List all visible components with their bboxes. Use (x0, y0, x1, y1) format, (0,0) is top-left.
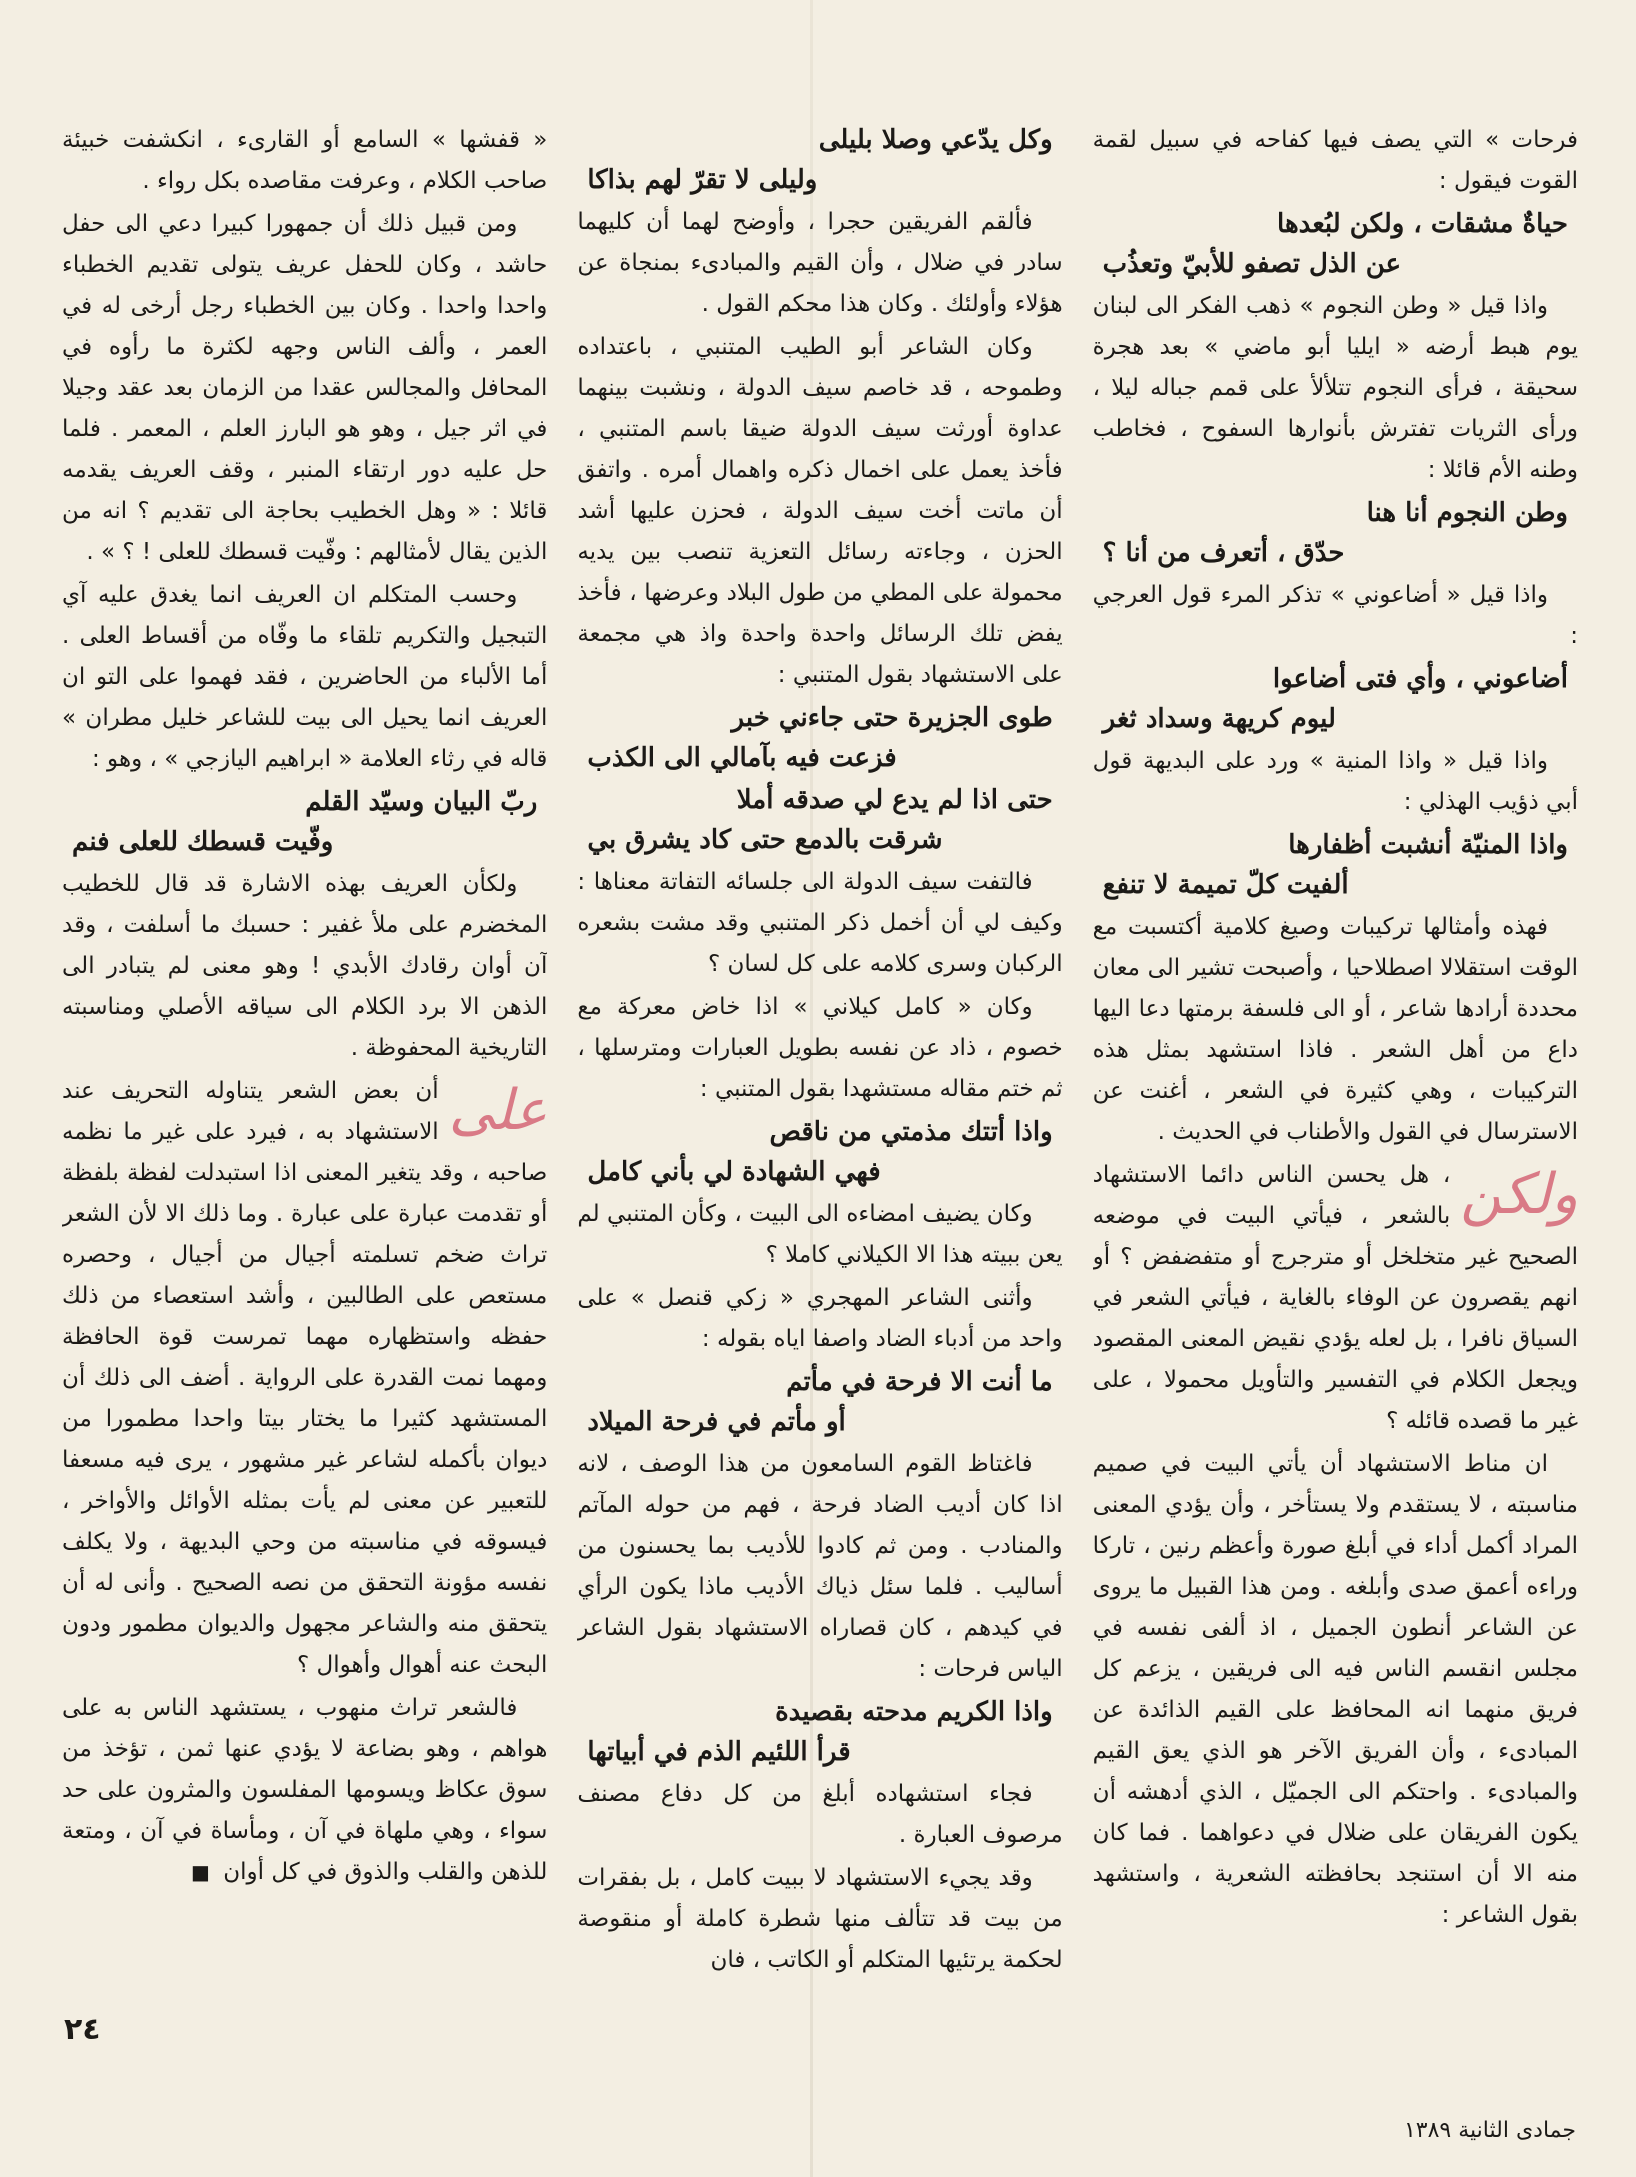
paragraph-text: أن بعض الشعر يتناوله التحريف عند الاستشهاد به ، فيرد على غير ما نظمه صاحبه ، وقد يتغير المعنى اذا استبدلت لفظة بلفظة أو تقدمت عبارة على عبارة . وما ذلك الا لأن الشعر تراث ضخم تسلمته أجيال من أجيال ، وحصره مستعص على الطالبين ، وأشد استعصاء من ذلك حفظه واستظهاره مهما تمرست قوة الحافظة ومهما نمت القدرة على الرواية . أضف الى ذلك أن المستشهد كثيرا ما يختار بيتا واحدا مطمورا من ديوان بأكمله لشاعر غير مشهور ، يرى فيه مسعفا للتعبير عن معنى لم يأت بمثله الأوائل والأواخر ، فيسوقه في مناسبته من وحي البديهة ، ولا يكلف نفسه مؤونة التحقق من نصه الصحيح . وأنى له أن يتحقق منه والشاعر مجهول والديوان مطمور ودون البحث عنه أهوال وأهوال ؟ (62, 1078, 548, 1678)
decorative-lead-word: على (448, 1078, 548, 1143)
end-of-article-mark: ■ (191, 1860, 210, 1884)
verse-hemistich: ليوم كريهة وسداد ثغر (1102, 704, 1336, 734)
verse-hemistich: وليلى لا تقرّ لهم بذاكا (587, 165, 818, 195)
paragraph: واذا قيل « وطن النجوم » ذهب الفكر الى لبنان يوم هبط أرضه « ايليا أبو ماضي » بعد هجرة سحيقة ، فرأى النجوم تتلألأ على قمم جباله ليلا ، ورأى الثريات تفترش بأنوارها السفوح ، فخاطب وطنه الأم قائلا : (1092, 293, 1578, 483)
verse-hemistich: وفّيت قسطك للعلى فنم (72, 827, 334, 857)
verse-hemistich: فهي الشهادة لي بأني كامل (587, 1157, 881, 1187)
verse (587, 698, 1052, 778)
paragraph: فرحات » التي يصف فيها كفاحه في سبيل لقمة القوت فيقول : (1092, 127, 1578, 194)
verse-hemistich: أضاعوني ، وأي فتى أضاعوا (1272, 664, 1568, 694)
paragraph: فهذه وأمثالها تركيبات وصيغ كلامية أكتسبت مع الوقت استقلالا اصطلاحيا ، وأصبحت تشير الى معان محددة أرادها شاعر ، أو الى فلسفة برمتها دعا اليها داع من أهل الشعر . فاذا استشهد بمثل هذه التركيبات ، وهي كثيرة في الشعر ، أغنت عن الاسترسال في القول والأطناب في الحديث . (1092, 914, 1578, 1145)
paragraph: وقد يجيء الاستشهاد لا ببيت كامل ، بل بفقرات من بيت قد تتألف منها شطرة كاملة أو منقوصة لحكمة يرتئيها المتكلم أو الكاتب ، فان (577, 1865, 1063, 1973)
verse (587, 1692, 1052, 1772)
paragraph: ان مناط الاستشهاد أن يأتي البيت في صميم مناسبته ، لا يستقدم ولا يستأخر ، وأن يؤدي المعنى المراد أكمل أداء في أبلغ صورة وأعظم رنين ، تاركا وراءه أعمق صدى وأبلغه . ومن هذا القبيل ما يروى عن الشاعر أنطون الجميل ، اذ ألفى نفسه في مجلس انقسم الناس فيه الى فريقين ، يزعم كل فريق منهما انه المحافظ على القيم الذائدة عن المبادىء ، وأن الفريق الآخر هو الذي يعق القيم والمبادىء . واحتكم الى الجميّل ، الذي أدهشه أن يكون الفريقان على ضلال في دعواهما . فما كان منه الا أن استنجد بحافظته الشعرية ، واستشهد بقول الشاعر : (1092, 1451, 1578, 1928)
paragraph: ومن قبيل ذلك أن جمهورا كبيرا دعي الى حفل حاشد ، وكان للحفل عريف يتولى تقديم الخطباء واحدا واحدا . وكان بين الخطباء رجل أرخى له في العمر ، وألف الناس وجهه لكثرة ما رأوه في المحافل والمجالس عقدا من الزمان بعد عقد وجيلا في اثر جيل ، وهو هو البارز العلم ، المعمر . فلما حل عليه دور ارتقاء المنبر ، وقف العريف يقدمه قائلا : « وهل الخطيب بحاجة الى تقديم ؟ انه من الذين يقال لأمثالهم : وفّيت قسطك للعلى ! ؟ » . (62, 211, 548, 565)
verse (1103, 659, 1568, 739)
verse-hemistich: أو مأتم في فرحة الميلاد (587, 1407, 846, 1437)
verse (1103, 825, 1568, 905)
verse-hemistich: حدّق ، أتعرف من أنا ؟ (1102, 538, 1345, 568)
paragraph: وكان يضيف امضاءه الى البيت ، وكأن المتنبي لم يعن ببيته هذا الا الكيلاني كاملا ؟ (577, 1201, 1063, 1268)
paragraph: ولكأن العريف بهذه الاشارة قد قال للخطيب المخضرم على ملأ غفير : حسبك ما أسلفت ، وقد آن أوان رقادك الأبدي ! وهو معنى لم يتبادر الى الذهن الا برد الكلام الى سياقه الأصلي ومناسبته التاريخية المحفوظة . (62, 871, 548, 1061)
paragraph: واذا قيل « واذا المنية » ورد على البديهة قول أبي ذؤيب الهذلي : (1092, 748, 1578, 815)
column-left (62, 120, 547, 2000)
verse (1103, 493, 1568, 573)
issue-date: جمادى الثانية ١٣٨٩ (1403, 2118, 1576, 2143)
paragraph-text: ، هل يحسن الناس دائما الاستشهاد بالشعر ، فيأتي البيت في موضعه الصحيح غير متخلخل أو مترجرج أو متفضفض ؟ أو انهم يقصرون عن الوفاء بالغاية ، فيأتي الشعر في السياق نافرا ، بل لعله يؤدي نقيض المعنى المقصود ويجعل الكلام في التفسير والتأويل محمولا ، على غير ما قصده قائله ؟ (1092, 1162, 1578, 1434)
verse-hemistich: ما أنت الا فرحة في مأتم (786, 1367, 1053, 1397)
verse-hemistich: واذا المنيّة أنشبت أظفارها (1288, 830, 1568, 860)
verse (1103, 204, 1568, 284)
column-middle (577, 120, 1062, 2000)
verse (72, 782, 537, 862)
verse-hemistich: قرأ اللئيم الذم في أبياتها (587, 1737, 851, 1767)
decorative-lead-word: ولكن (1460, 1162, 1578, 1227)
verse (587, 1112, 1052, 1192)
paragraph: وكان الشاعر أبو الطيب المتنبي ، باعتداده وطموحه ، قد خاصم سيف الدولة ، ونشبت بينهما عداوة أورثت سيف الدولة ضيقا باسم المتنبي ، فأخذ يعمل على اخمال ذكره واهمال أمره . واتفق أن ماتت أخت سيف الدولة ، فحزن عليها أشد الحزن ، وجاءته رسائل التعزية تنصب بين يديه محمولة على المطي من طول البلاد وعرضها ، فأخذ يفض تلك الرسائل واحدة واحدة واذ هي مجمعة على الاستشهاد بقول المتنبي : (577, 334, 1063, 688)
verse-hemistich: وطن النجوم أنا هنا (1366, 498, 1568, 528)
verse-hemistich: ربّ البيان وسيّد القلم (305, 787, 538, 817)
paragraph: وكان « كامل كيلاني » اذا خاض معركة مع خصوم ، ذاد عن نفسه بطويل العبارات ومترسلها ، ثم ختم مقاله مستشهدا بقول المتنبي : (577, 994, 1063, 1102)
verse-hemistich: عن الذل تصفو للأبيّ وتعذُب (1102, 249, 1402, 279)
paragraph: وحسب المتكلم ان العريف انما يغدق عليه آي التبجيل والتكريم تلقاء ما وفّاه من أقساط العلى . أما الألباء من الحاضرين ، فقد فهموا على التو ان العريف انما يحيل الى بيت للشاعر خليل مطران » قاله في رثاء العلامة « ابراهيم اليازجي » ، وهو : (62, 582, 548, 772)
paragraph: « قفشها » السامع أو القارىء ، انكشفت خبيئة صاحب الكلام ، وعرفت مقاصده بكل رواء . (62, 127, 548, 194)
paragraph: وأثنى الشاعر المهجري « زكي قنصل » على واحد من أدباء الضاد واصفا اياه بقوله : (577, 1285, 1063, 1352)
paragraph (62, 1071, 547, 1686)
paragraph: فألقم الفريقين حجرا ، وأوضح لهما أن كليهما سادر في ضلال ، وأن القيم والمبادىء بمنجاة عن هؤلاء وأولئك . وكان هذا محكم القول . (577, 209, 1063, 317)
verse-hemistich: واذا الكريم مدحته بقصيدة (775, 1697, 1053, 1727)
column-right (1093, 120, 1578, 2000)
verse (587, 1362, 1052, 1442)
paragraph-text: فالشعر تراث منهوب ، يستشهد الناس به على هواهم ، وهو بضاعة لا يؤدي عنها ثمن ، تؤخذ من سوق عكاظ ويسومها المفلسون والمثرون على حد سواء ، وهي ملهاة في آن ، ومأساة في آن ، ومتعة للذهن والقلب والذوق في كل أوان (62, 1695, 548, 1885)
paragraph (62, 1688, 547, 1893)
verse (587, 780, 1052, 860)
verse-hemistich: حياةٌ مشقات ، ولكن لبُعدها (1277, 209, 1568, 239)
page-number: ٢٤ (64, 2012, 101, 2047)
verse-hemistich: طوى الجزيرة حتى جاءني خبر (731, 703, 1053, 733)
verse-hemistich: وكل يدّعي وصلا بليلى (818, 125, 1053, 155)
paragraph (1093, 1155, 1578, 1442)
verse-hemistich: شرقت بالدمع حتى كاد يشرق بي (587, 825, 943, 855)
paragraph: فجاء استشهاده أبلغ من كل دفاع مصنف مرصوف العبارة . (577, 1781, 1063, 1848)
article-columns (62, 120, 1578, 2000)
verse-hemistich: فزعت فيه بآمالي الى الكذب (587, 743, 897, 773)
paragraph: واذا قيل « أضاعوني » تذكر المرء قول العرجي : (1092, 582, 1578, 649)
paragraph: فالتفت سيف الدولة الى جلسائه التفاتة معناها : وكيف لي أن أخمل ذكر المتنبي وقد مشت بشعره الركبان وسرى كلامه على كل لسان ؟ (577, 869, 1063, 977)
verse-hemistich: واذا أتتك مذمتي من ناقص (769, 1117, 1053, 1147)
verse-hemistich: حتى اذا لم يدع لي صدقه أملا (736, 785, 1053, 815)
verse-hemistich: ألفيت كلّ تميمة لا تنفع (1102, 870, 1349, 900)
paragraph: فاغتاظ القوم السامعون من هذا الوصف ، لانه اذا كان أديب الضاد فرحة ، فهم من حوله المآتم والمنادب . ومن ثم كادوا للأديب بما يحسنون من أساليب . فلما سئل ذياك الأديب ماذا يكون الرأي في كيدهم ، كان قصاراه الاستشهاد بقول الشاعر الياس فرحات : (577, 1451, 1063, 1682)
verse (587, 120, 1052, 200)
